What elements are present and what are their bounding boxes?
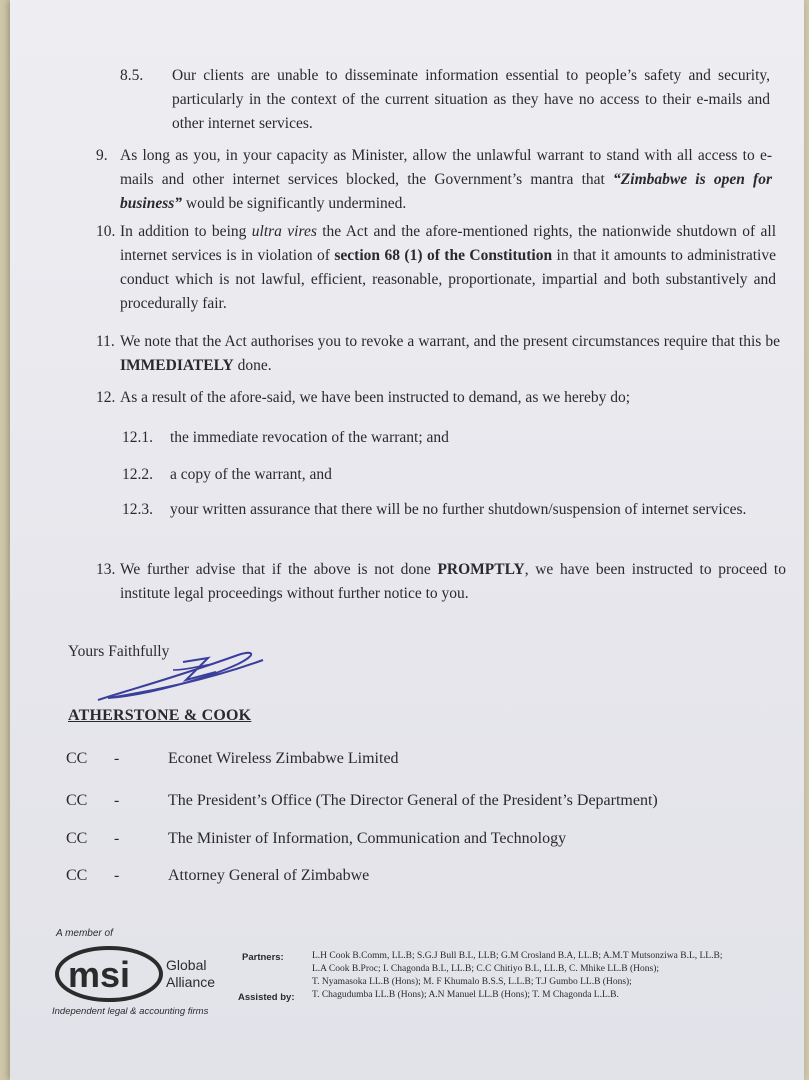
paragraph-number: 11.: [96, 333, 115, 350]
paragraph-11: [96, 330, 780, 378]
cc-dash: -: [114, 830, 120, 847]
emphasis-text: “Zimbabwe is open for business”: [120, 171, 772, 212]
paragraph-number: 12.2.: [122, 466, 153, 483]
paragraph-9: [96, 144, 772, 216]
bold-text: PROMPTLY: [437, 561, 525, 578]
paragraph-text: As a result of the afore-said, we have been instructed to demand, as we hereby do;: [120, 389, 631, 406]
cc-recipient: The Minister of Information, Communication and Technology: [168, 830, 567, 847]
italic-text: ultra vires: [251, 223, 317, 240]
paragraph-text: [120, 330, 780, 378]
firm-name: ATHERSTONE & COOK: [68, 707, 252, 724]
partners-label: Partners:: [242, 952, 284, 963]
logo-sub-alliance: Alliance: [166, 974, 216, 990]
partners-line: L.H Cook B.Comm, LL.B; S.G.J Bull B.L, LLB; G.M Crosland B.A, LL.B; A.M.T Mutsonziwa B.L, LL.B;: [312, 951, 723, 961]
paragraph-12: [96, 386, 780, 410]
cc-dash: -: [114, 867, 120, 884]
bold-text: section 68 (1) of the Constitution: [334, 247, 553, 264]
cc-label: CC: [66, 867, 88, 884]
text-run: We note that the Act authorises you to revoke a warrant, and the present circumstances require that this be: [120, 333, 780, 350]
paragraph-number: 13.: [96, 561, 116, 578]
assisted-label: Assisted by:: [238, 992, 295, 1003]
text-run: would be significantly undermined.: [182, 195, 407, 212]
text-run: We further advise that if the above is not done: [120, 561, 438, 578]
cc-recipient: Attorney General of Zimbabwe: [168, 867, 370, 884]
paragraph-text: [120, 144, 772, 216]
member-of-label: A member of: [56, 928, 113, 939]
paragraph-number: 12.3.: [122, 501, 153, 518]
paragraph-text: [120, 558, 786, 606]
msi-logo: [54, 942, 244, 1002]
tagline: Independent legal & accounting firms: [52, 1006, 209, 1017]
text-run: the Act and the afore-mentioned rights, the nationwide shutdown of all internet services is in violation of: [120, 223, 777, 264]
paragraph-12-2: [122, 463, 782, 487]
partners-list: [312, 950, 802, 1002]
cc-label: CC: [66, 792, 88, 809]
cc-label: CC: [66, 750, 88, 767]
paragraph-text: [120, 220, 776, 316]
paragraph-number: 10.: [96, 223, 116, 240]
logo-text: msi: [68, 954, 131, 995]
text-run: , we have been instructed to proceed to institute legal proceedings without further notice to you.: [120, 561, 786, 602]
cc-recipient: Econet Wireless Zimbabwe Limited: [168, 750, 399, 767]
text-run: As long as you, in your capacity as Minister, allow the unlawful warrant to stand with all access to e-mails and other internet services blocked, the Government’s mantra that: [120, 147, 772, 188]
cc-label: CC: [66, 830, 88, 847]
paragraph-text: a copy of the warrant, and: [170, 466, 332, 483]
paragraph-number: 12.: [96, 389, 116, 406]
paragraph-number: 9.: [96, 147, 108, 164]
paragraph-13: [96, 558, 786, 606]
paragraph-12-1: [122, 426, 782, 450]
text-run: done.: [233, 357, 272, 374]
logo-sub-global: Global: [166, 957, 207, 973]
bold-text: IMMEDIATELY: [120, 357, 234, 374]
text-run: in that it amounts to administrative conduct which is not lawful, efficient, reasonable, proportionate, impartial and both substantively and procedurally fair.: [120, 247, 776, 312]
paragraph-text: your written assurance that there will be no further shutdown/suspension of internet services.: [170, 501, 747, 518]
paragraph-8-5: [120, 64, 770, 136]
paragraph-text: the immediate revocation of the warrant; and: [170, 429, 449, 446]
paragraph-number: 12.1.: [122, 429, 153, 446]
letterhead-footer: [10, 920, 804, 1040]
paragraph-number: 8.5.: [120, 67, 144, 84]
paragraph-text: Our clients are unable to disseminate information essential to people’s safety and security, particularly in the context of the current situation as they have no access to their e-mails and other internet services.: [172, 67, 770, 132]
letter-page: [10, 0, 804, 1080]
cc-dash: -: [114, 750, 120, 767]
closing-salutation: Yours Faithfully: [68, 643, 170, 660]
text-run: In addition to being: [120, 223, 252, 240]
cc-dash: -: [114, 792, 120, 809]
assisted-line: T. Chagudumba LL.B (Hons); A.N Manuel LL.B (Hons); T. M Chagonda L.L.B.: [312, 990, 619, 1000]
signature-image: [88, 640, 278, 710]
paragraph-10: [96, 220, 776, 316]
partners-line: L.A Cook B.Proc; I. Chagonda B.L, LL.B; C.C Chitiyo B.L, LL.B, C. Mhike LL.B (Hons);: [312, 964, 660, 974]
paragraph-12-3: [122, 498, 786, 522]
partners-line: T. Nyamasoka LL.B (Hons); M. F Khumalo B.S.S, L.L.B; T.J Gumbo LL.B (Hons);: [312, 977, 632, 987]
cc-recipient: The President’s Office (The Director General of the President’s Department): [168, 792, 658, 809]
